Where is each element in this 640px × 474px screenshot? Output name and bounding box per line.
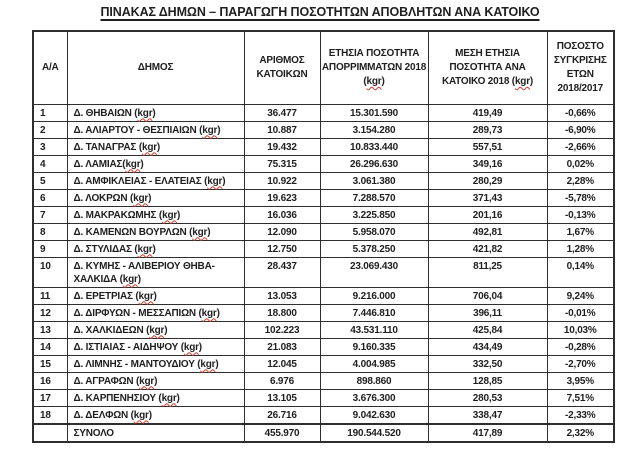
- page-title: ΠΙΝΑΚΑΣ ΔΗΜΩΝ – ΠΑΡΑΓΩΓΗ ΠΟΣΟΤΗΤΩΝ ΑΠΟΒΛΗΤΩΝ ΑΝΑ ΚΑΤΟΙΚΟ: [100, 5, 540, 19]
- cell-municipality: Δ. ΛΑΜΙΑΣ(kgr): [67, 155, 244, 172]
- cell-municipality: Δ. ΧΑΛΚΙΔΕΩΝ (kgr): [67, 321, 244, 338]
- cell-per-capita: 492,81: [428, 223, 547, 240]
- spellcheck-underline: kgr: [514, 75, 530, 87]
- cell-annual-quantity: 3.225.850: [320, 206, 428, 223]
- cell-municipality: Δ. ΚΑΜΕΝΩΝ ΒΟΥΡΛΩΝ (kgr): [67, 223, 244, 240]
- cell-comparison-pct: -2,70%: [547, 355, 614, 372]
- table-row: [33, 155, 614, 172]
- table-row: [33, 240, 614, 257]
- cell-annual-quantity: 4.004.985: [320, 355, 428, 372]
- spellcheck-underline: kgr: [133, 192, 149, 204]
- cell-per-capita: 425,84: [428, 321, 547, 338]
- cell-municipality: Δ. ΔΙΡΦΥΩΝ - ΜΕΣΣΑΠΙΩΝ (kgr): [67, 304, 244, 321]
- cell-comparison-pct: -5,78%: [547, 189, 614, 206]
- cell-municipality: Δ. ΛΙΜΝΗΣ - ΜΑΝΤΟΥΔΙΟΥ (kgr): [67, 355, 244, 372]
- cell-comparison-pct: 1,28%: [547, 240, 614, 257]
- spellcheck-underline: kgr: [122, 273, 138, 285]
- cell-municipality: Δ. ΚΑΡΠΕΝΗΣΙΟΥ (kgr): [67, 389, 244, 406]
- cell-municipality: Δ. ΑΜΦΙΚΛΕΙΑΣ - ΕΛΑΤΕΙΑΣ (kgr): [67, 172, 244, 189]
- cell-index: 9: [33, 240, 67, 257]
- cell-residents: 28.437: [244, 257, 320, 287]
- cell-annual-quantity: 5.958.070: [320, 223, 428, 240]
- table-row: [33, 206, 614, 223]
- cell-index: 11: [33, 287, 67, 304]
- cell-index: 15: [33, 355, 67, 372]
- cell-municipality: Δ. ΙΣΤΙΑΙΑΣ - ΑΙΔΗΨΟΥ (kgr): [67, 338, 244, 355]
- total-row: [33, 424, 614, 442]
- cell-per-capita: 396,11: [428, 304, 547, 321]
- cell-index: 7: [33, 206, 67, 223]
- column-header-2: ΑΡΙΘΜΟΣ ΚΑΤΟΙΚΩΝ: [244, 31, 320, 104]
- table-row: [33, 355, 614, 372]
- cell-annual-quantity: 26.296.630: [320, 155, 428, 172]
- cell-annual-quantity: 898.860: [320, 372, 428, 389]
- spellcheck-underline: kgr: [125, 158, 141, 170]
- spellcheck-underline: kgr: [161, 392, 177, 404]
- column-header-1: ΔΗΜΟΣ: [67, 31, 244, 104]
- cell-total-label: ΣΥΝΟΛΟ: [67, 424, 244, 442]
- spellcheck-underline: kgr: [201, 307, 217, 319]
- spellcheck-underline: kgr: [207, 175, 223, 187]
- cell-per-capita: 371,43: [428, 189, 547, 206]
- cell-per-capita: 201,16: [428, 206, 547, 223]
- column-header-5: ΠΟΣΟΣΤΟ ΣΥΓΚΡΙΣΗΣ ΕΤΩΝ 2018/2017: [547, 31, 614, 104]
- cell-annual-quantity: 3.154.280: [320, 121, 428, 138]
- cell-total-residents: 455.970: [244, 424, 320, 442]
- cell-annual-quantity: 9.216.000: [320, 287, 428, 304]
- cell-index: 17: [33, 389, 67, 406]
- spellcheck-underline: kgr: [366, 75, 382, 87]
- cell-total-annual-quantity: 190.544.520: [320, 424, 428, 442]
- cell-residents: 12.090: [244, 223, 320, 240]
- table-row: [33, 138, 614, 155]
- cell-index: 6: [33, 189, 67, 206]
- spellcheck-underline: kgr: [137, 243, 153, 255]
- cell-comparison-pct: -2,33%: [547, 406, 614, 424]
- spellcheck-underline: kgr: [141, 141, 157, 153]
- column-header-4: ΜΕΣΗ ΕΤΗΣΙΑ ΠΟΣΟΤΗΤΑ ΑΝΑ ΚΑΤΟΙΚΟ 2018 (kgr): [428, 31, 547, 104]
- table-body: [33, 104, 614, 442]
- table-row: [33, 321, 614, 338]
- cell-index: 2: [33, 121, 67, 138]
- cell-residents: 10.922: [244, 172, 320, 189]
- cell-index: 14: [33, 338, 67, 355]
- cell-comparison-pct: -0,28%: [547, 338, 614, 355]
- spellcheck-underline: kgr: [138, 290, 154, 302]
- spellcheck-underline: kgr: [183, 341, 199, 353]
- cell-per-capita: 419,49: [428, 104, 547, 121]
- cell-index: 3: [33, 138, 67, 155]
- cell-comparison-pct: 2,28%: [547, 172, 614, 189]
- table-row: [33, 172, 614, 189]
- cell-residents: 19.432: [244, 138, 320, 155]
- cell-index: 8: [33, 223, 67, 240]
- cell-per-capita: 332,50: [428, 355, 547, 372]
- cell-comparison-pct: -0,66%: [547, 104, 614, 121]
- cell-index: 13: [33, 321, 67, 338]
- cell-per-capita: 128,85: [428, 372, 547, 389]
- cell-residents: 21.083: [244, 338, 320, 355]
- cell-comparison-pct: -0,13%: [547, 206, 614, 223]
- cell-annual-quantity: 43.531.110: [320, 321, 428, 338]
- cell-index: 5: [33, 172, 67, 189]
- cell-annual-quantity: 7.288.570: [320, 189, 428, 206]
- cell-comparison-pct: 9,24%: [547, 287, 614, 304]
- spellcheck-underline: kgr: [137, 107, 153, 119]
- cell-per-capita: 349,16: [428, 155, 547, 172]
- cell-residents: 13.105: [244, 389, 320, 406]
- spellcheck-underline: kgr: [139, 375, 155, 387]
- cell-per-capita: 280,53: [428, 389, 547, 406]
- cell-comparison-pct: 1,67%: [547, 223, 614, 240]
- cell-comparison-pct: -0,01%: [547, 304, 614, 321]
- cell-per-capita: 706,04: [428, 287, 547, 304]
- cell-residents: 26.716: [244, 406, 320, 424]
- table-row: [33, 389, 614, 406]
- cell-index: 18: [33, 406, 67, 424]
- cell-annual-quantity: 3.676.300: [320, 389, 428, 406]
- cell-residents: 36.477: [244, 104, 320, 121]
- table-row: [33, 372, 614, 389]
- table-row: [33, 287, 614, 304]
- cell-municipality: Δ. ΕΡΕΤΡΙΑΣ (kgr): [67, 287, 244, 304]
- spellcheck-underline: kgr: [192, 226, 208, 238]
- cell-total-comparison-pct: 2,32%: [547, 424, 614, 442]
- cell-annual-quantity: 3.061.380: [320, 172, 428, 189]
- municipalities-waste-table: [32, 30, 615, 443]
- spellcheck-underline: kgr: [149, 324, 165, 336]
- column-header-0: Α/Α: [33, 31, 67, 104]
- spellcheck-underline: kgr: [162, 209, 178, 221]
- cell-municipality: Δ. ΔΕΛΦΩΝ (kgr): [67, 406, 244, 424]
- cell-index: [33, 424, 67, 442]
- cell-per-capita: 289,73: [428, 121, 547, 138]
- cell-municipality: Δ. ΣΤΥΛΙΔΑΣ (kgr): [67, 240, 244, 257]
- cell-index: 10: [33, 257, 67, 287]
- table-row: [33, 406, 614, 424]
- cell-annual-quantity: 15.301.590: [320, 104, 428, 121]
- header-row: [33, 31, 614, 104]
- cell-municipality: Δ. ΑΓΡΑΦΩΝ (kgr): [67, 372, 244, 389]
- table-row: [33, 257, 614, 287]
- cell-comparison-pct: -6,90%: [547, 121, 614, 138]
- cell-residents: 6.976: [244, 372, 320, 389]
- cell-residents: 18.800: [244, 304, 320, 321]
- table-row: [33, 189, 614, 206]
- cell-comparison-pct: 0,02%: [547, 155, 614, 172]
- table-row: [33, 304, 614, 321]
- spellcheck-underline: kgr: [200, 358, 216, 370]
- cell-municipality: Δ. ΑΛΙΑΡΤΟΥ - ΘΕΣΠΙΑΙΩΝ (kgr): [67, 121, 244, 138]
- cell-per-capita: 434,49: [428, 338, 547, 355]
- table-row: [33, 121, 614, 138]
- cell-comparison-pct: 7,51%: [547, 389, 614, 406]
- cell-per-capita: 338,47: [428, 406, 547, 424]
- cell-residents: 12.045: [244, 355, 320, 372]
- cell-per-capita: 557,51: [428, 138, 547, 155]
- cell-residents: 10.887: [244, 121, 320, 138]
- cell-municipality: Δ. ΘΗΒΑΙΩΝ (kgr): [67, 104, 244, 121]
- cell-residents: 75.315: [244, 155, 320, 172]
- cell-residents: 102.223: [244, 321, 320, 338]
- cell-index: 16: [33, 372, 67, 389]
- cell-annual-quantity: 5.378.250: [320, 240, 428, 257]
- cell-index: 1: [33, 104, 67, 121]
- cell-residents: 19.623: [244, 189, 320, 206]
- cell-per-capita: 280,29: [428, 172, 547, 189]
- cell-annual-quantity: 23.069.430: [320, 257, 428, 287]
- spellcheck-underline: kgr: [133, 409, 149, 421]
- cell-annual-quantity: 9.042.630: [320, 406, 428, 424]
- cell-index: 12: [33, 304, 67, 321]
- cell-municipality: Δ. ΛΟΚΡΩΝ (kgr): [67, 189, 244, 206]
- column-header-3: ΕΤΗΣΙΑ ΠΟΣΟΤΗΤΑ ΑΠΟΡΡΙΜΜΑΤΩΝ 2018 (kgr): [320, 31, 428, 104]
- cell-index: 4: [33, 155, 67, 172]
- cell-per-capita: 421,82: [428, 240, 547, 257]
- cell-residents: 16.036: [244, 206, 320, 223]
- cell-comparison-pct: 3,95%: [547, 372, 614, 389]
- cell-municipality: Δ. ΚΥΜΗΣ - ΑΛΙΒΕΡΙΟΥ ΘΗΒΑ- ΧΑΛΚΙΔΑ (kgr): [67, 257, 244, 287]
- spellcheck-underline: kgr: [202, 124, 218, 136]
- table-row: [33, 223, 614, 240]
- cell-comparison-pct: 10,03%: [547, 321, 614, 338]
- cell-annual-quantity: 10.833.440: [320, 138, 428, 155]
- cell-comparison-pct: 0,14%: [547, 257, 614, 287]
- cell-comparison-pct: -2,66%: [547, 138, 614, 155]
- cell-municipality: Δ. ΤΑΝΑΓΡΑΣ (kgr): [67, 138, 244, 155]
- cell-annual-quantity: 7.446.810: [320, 304, 428, 321]
- cell-residents: 12.750: [244, 240, 320, 257]
- cell-annual-quantity: 9.160.335: [320, 338, 428, 355]
- cell-residents: 13.053: [244, 287, 320, 304]
- cell-total-per-capita: 417,89: [428, 424, 547, 442]
- table-row: [33, 338, 614, 355]
- cell-per-capita: 811,25: [428, 257, 547, 287]
- table-row: [33, 104, 614, 121]
- cell-municipality: Δ. ΜΑΚΡΑΚΩΜΗΣ (kgr): [67, 206, 244, 223]
